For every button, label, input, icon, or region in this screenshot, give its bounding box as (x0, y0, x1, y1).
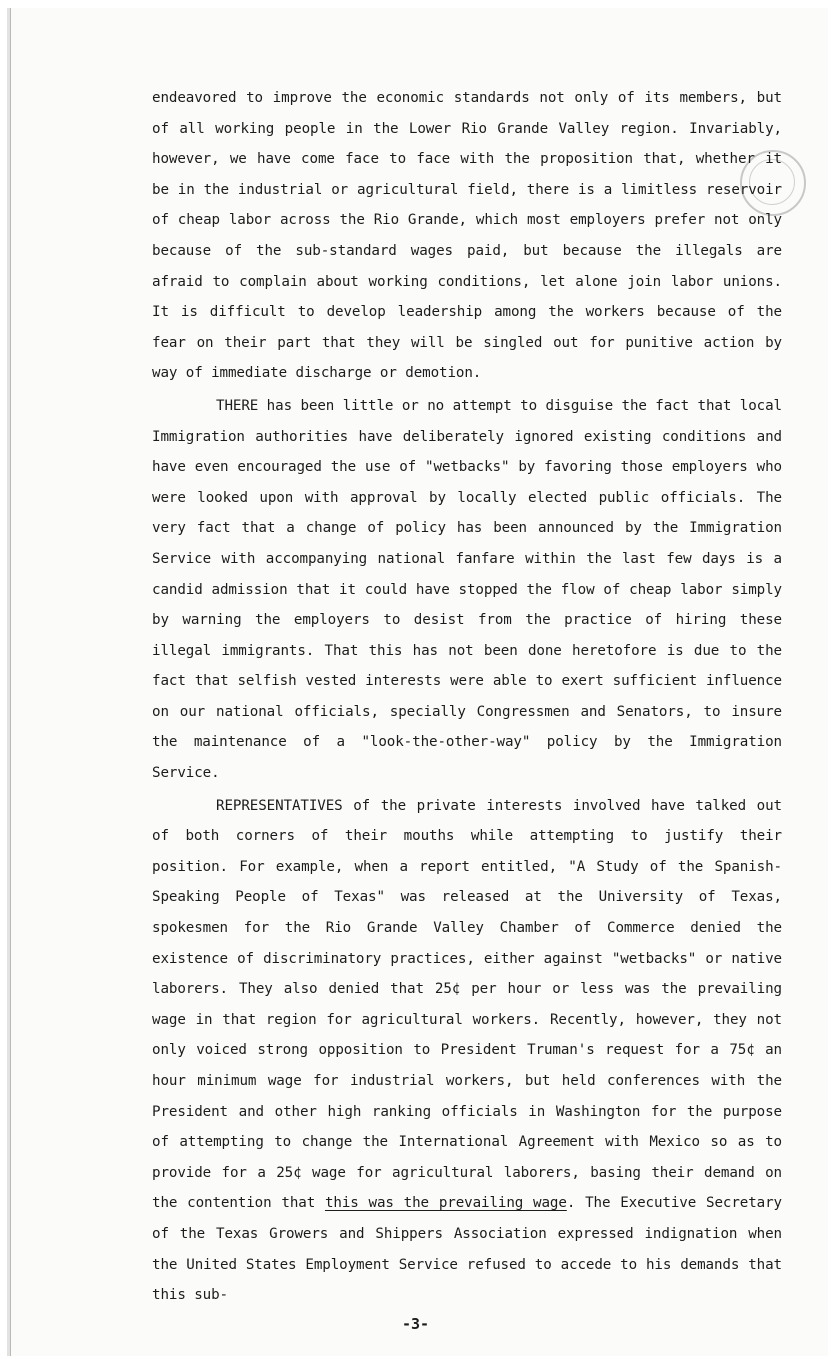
document-page (10, 8, 828, 1356)
typescript-body (152, 83, 782, 1311)
paragraph-1: endeavored to improve the economic standards not only of its members, but of all working people in the Lower Rio Grande Valley region. Invariably, however, we have come face to face with the proposition that, whether it be in the industrial or agricultural field, there is a limitless reservoir of cheap labor across the Rio Grande, which most employers prefer not only because of the sub-standard wages paid, but because the illegals are afraid to complain about working conditions, let alone join labor unions. It is difficult to develop leadership among the workers because of the fear on their part that they will be singled out for punitive action by way of immediate discharge or demotion. (152, 90, 782, 382)
paragraph-3-text-before: REPRESENTATIVES of the private interests involved have talked out of both corners of their mouths while attempting to justify their position. For example, when a report entitled, "A Study of the Spanish-Speaking People of Texas" was released at the University of Texas, spokesmen for the Rio Grande Valley Chamber of Commerce denied the existence of discriminatory practices, either against "wetbacks" or native laborers. They also denied that 25¢ per hour or less was the prevailing wage in that region for agricultural workers. Recently, however, they not only voiced strong opposition to President Truman's request for a 75¢ an hour minimum wage for industrial workers, but held conferences with the President and other high ranking officials in Washington for the purpose of attempting to change the International Agreement with Mexico so as to provide for a 25¢ wage for agricultural laborers, basing their demand on the contention that (152, 797, 782, 1212)
paragraph-3 (152, 791, 782, 1311)
paragraph-3-text-after: . The Executive Secretary of the Texas Growers and Shippers Association expressed indignation when the United States Employment Service refused to accede to his demands that this sub- (152, 1195, 782, 1304)
underlined-phrase: this was the prevailing wage (324, 1195, 567, 1212)
page-number: -3- (401, 1315, 430, 1333)
page-edge (10, 8, 11, 1356)
paragraph-2: THERE has been little or no attempt to disguise the fact that local Immigration authorities have deliberately ignored existing conditions and have even encouraged the use of "wetbacks" by favoring those employers who were looked upon with approval by locally elected public officials. The very fact that a change of policy has been announced by the Immigration Service with accompanying national fanfare within the last few days is a candid admission that it could have stopped the flow of cheap labor simply by warning the employers to desist from the practice of hiring these illegal immigrants. That this has not been done heretofore is due to the fact that selfish vested interests were able to exert sufficient influence on our national officials, specially Congressmen and Senators, to insure the maintenance of a "look-the-other-way" policy by the Immigration Service. (152, 397, 782, 782)
